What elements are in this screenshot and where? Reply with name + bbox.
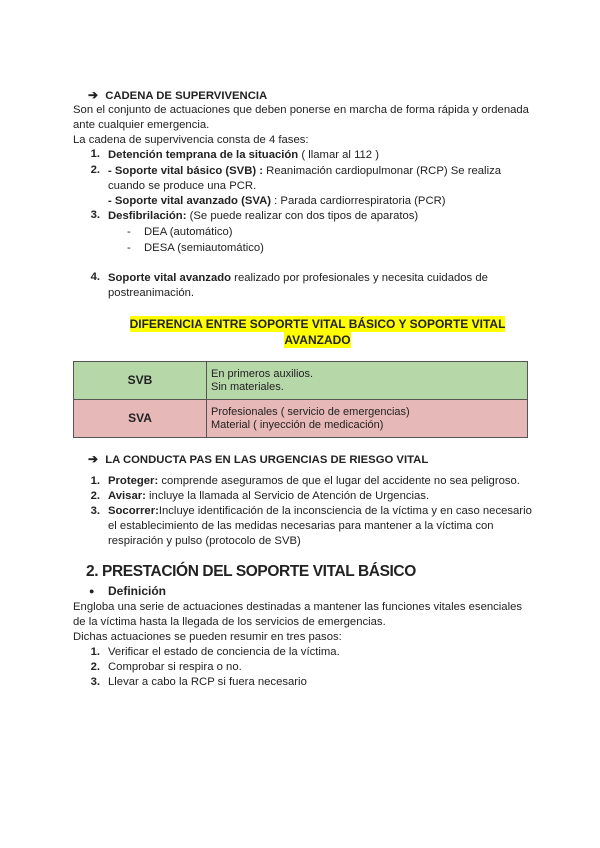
diferencia-title bbox=[90, 316, 545, 333]
definicion-para-1: Engloba una serie de actuaciones destinadas a mantener las funciones vitales esenciales bbox=[73, 601, 523, 613]
phase-1-bold: Detención temprana de la situación bbox=[108, 149, 299, 161]
conducta-item-text: comprende aseguramos de que el lugar del accidente no sea peligroso. bbox=[158, 475, 520, 487]
phase-3-bold: Desfibrilación: bbox=[108, 210, 187, 222]
row-description-line: Profesionales ( servicio de emergencias) bbox=[211, 405, 410, 418]
arrow-right-icon: ➔ bbox=[88, 452, 99, 466]
phase-2-number: 2. bbox=[90, 164, 100, 176]
conducta-item-bold: Avisar: bbox=[108, 490, 146, 502]
phase-1 bbox=[108, 148, 379, 163]
conducta-item-3-cont-2: respiración y pulso (protocolo de SVB) bbox=[108, 535, 301, 547]
definicion-para-2: de la víctima hasta la llegada de los servicios de emergencias. bbox=[73, 616, 386, 628]
row-description-line: Sin materiales. bbox=[211, 380, 284, 393]
conducta-item-text: Incluye identificación de la inconsciencia de la víctima y en caso necesario bbox=[158, 505, 532, 517]
step-number: 2. bbox=[90, 661, 100, 673]
cadena-heading bbox=[88, 88, 267, 104]
definicion-subheading: Definición bbox=[108, 584, 167, 598]
cadena-heading-text: CADENA DE SUPERVIVENCIA bbox=[105, 90, 268, 102]
row-label: SVA bbox=[74, 400, 207, 438]
row-label: SVB bbox=[74, 362, 207, 400]
phase-3-number: 3. bbox=[90, 209, 100, 221]
phase-3-dea: DEA (automático) bbox=[144, 226, 233, 238]
comparison-table bbox=[73, 361, 528, 438]
cadena-intro-line-3: La cadena de supervivencia consta de 4 fases: bbox=[73, 134, 309, 146]
conducta-item-number: 2. bbox=[90, 490, 100, 502]
dash-bullet: - bbox=[127, 242, 131, 254]
diferencia-title-line-2: AVANZADO bbox=[284, 333, 351, 347]
phase-2-svb-bold: - Soporte vital básico (SVB) : bbox=[108, 165, 264, 177]
row-description-line: Material ( inyección de medicación) bbox=[211, 418, 384, 431]
conducta-item-text: incluye la llamada al Servicio de Atención de Urgencias. bbox=[145, 490, 430, 502]
conducta-item-bold: Proteger: bbox=[108, 475, 159, 487]
conducta-item-1 bbox=[108, 474, 520, 489]
cadena-intro-line-1: Son el conjunto de actuaciones que deben ponerse en marcha de forma rápida y ordenada bbox=[73, 104, 529, 116]
conducta-item-2 bbox=[108, 489, 429, 504]
conducta-heading bbox=[88, 452, 428, 468]
conducta-item-3-cont-1: el establecimiento de las medidas necesarias para mantener a la víctima con bbox=[108, 520, 494, 532]
step-number: 1. bbox=[90, 646, 100, 658]
phase-2-svb bbox=[108, 164, 501, 179]
bullet-icon: ● bbox=[89, 586, 95, 596]
table-row bbox=[74, 362, 528, 400]
step-3: Llevar a cabo la RCP si fuera necesario bbox=[108, 676, 307, 688]
row-description bbox=[207, 362, 528, 400]
row-description bbox=[207, 400, 528, 438]
phase-4-bold: Soporte vital avanzado bbox=[108, 272, 232, 284]
step-number: 3. bbox=[90, 676, 100, 688]
conducta-item-number: 3. bbox=[90, 505, 100, 517]
arrow-right-icon: ➔ bbox=[88, 88, 99, 102]
phase-3 bbox=[108, 209, 418, 224]
phase-3-rest: (Se puede realizar con dos tipos de aparatos) bbox=[186, 210, 419, 222]
row-description-line: En primeros auxilios. bbox=[211, 367, 314, 380]
phase-1-rest: ( llamar al 112 ) bbox=[298, 149, 379, 161]
phase-2-sva bbox=[108, 194, 446, 209]
dash-bullet: - bbox=[127, 226, 131, 238]
diferencia-title-2 bbox=[90, 332, 545, 349]
cadena-intro-line-2: ante cualquier emergencia. bbox=[73, 119, 210, 131]
phase-2-svb-cont: cuando se produce una PCR. bbox=[108, 180, 257, 192]
phase-2-sva-bold: - Soporte vital avanzado (SVA) bbox=[108, 195, 271, 207]
conducta-item-number: 1. bbox=[90, 475, 100, 487]
conducta-item-3 bbox=[108, 504, 532, 519]
conducta-item-bold: Socorrer: bbox=[108, 505, 159, 517]
step-1: Verificar el estado de conciencia de la víctima. bbox=[108, 646, 340, 658]
conducta-heading-text: LA CONDUCTA PAS EN LAS URGENCIAS DE RIESGO VITAL bbox=[105, 454, 429, 466]
diferencia-title-line-1: DIFERENCIA ENTRE SOPORTE VITAL BÁSICO Y SOPORTE VITAL bbox=[129, 317, 506, 331]
phase-4-cont: postreanimación. bbox=[108, 287, 195, 299]
phase-2-sva-rest: : Parada cardiorrespiratoria (PCR) bbox=[271, 195, 446, 207]
phase-4-rest: realizado por profesionales y necesita cuidados de bbox=[231, 272, 488, 284]
table-row bbox=[74, 400, 528, 438]
definicion-para-3: Dichas actuaciones se pueden resumir en tres pasos: bbox=[73, 631, 342, 643]
step-2: Comprobar si respira o no. bbox=[108, 661, 242, 673]
phase-4-number: 4. bbox=[90, 271, 100, 283]
section-2-heading: 2. PRESTACIÓN DEL SOPORTE VITAL BÁSICO bbox=[86, 563, 416, 580]
phase-1-number: 1. bbox=[90, 148, 100, 160]
phase-3-desa: DESA (semiautomático) bbox=[144, 242, 264, 254]
phase-2-svb-rest: Reanimación cardiopulmonar (RCP) Se realiza bbox=[263, 165, 502, 177]
phase-4 bbox=[108, 271, 488, 286]
